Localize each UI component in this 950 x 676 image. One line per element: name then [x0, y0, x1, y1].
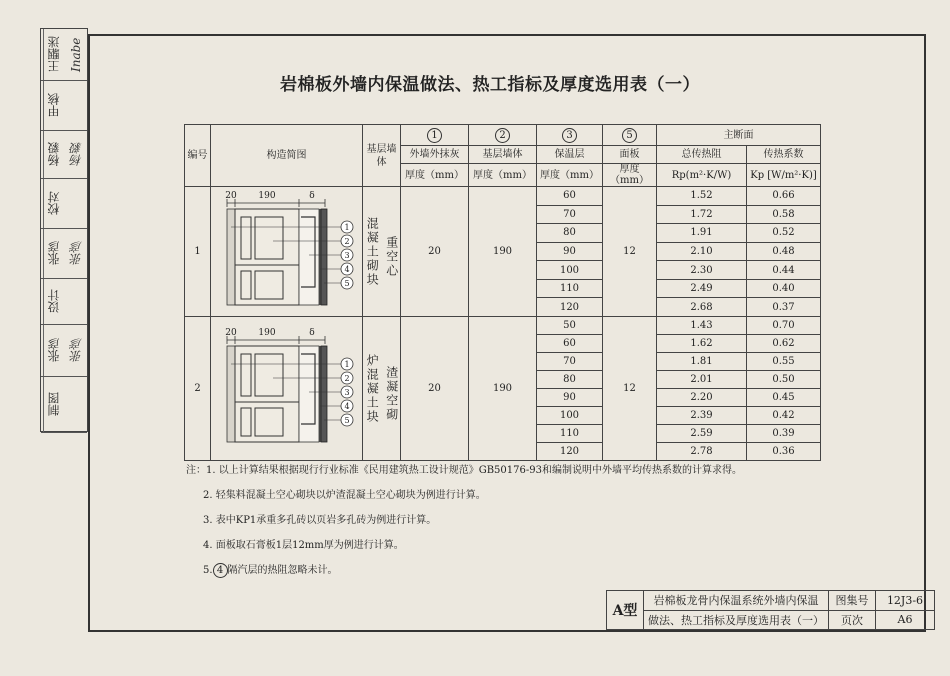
- strip-label: 校对: [43, 179, 63, 228]
- header-base-wall: 基层墙体: [363, 125, 401, 187]
- thermal-resistance: 1.43: [657, 317, 747, 335]
- strip-label: 杨毅: [43, 131, 63, 178]
- callout-number: 4: [343, 265, 350, 274]
- strip-cell: [41, 279, 87, 325]
- callout-number: 3: [343, 388, 350, 397]
- header-k-unit: Kp [W/m²·K)]: [747, 164, 821, 187]
- group-1: [185, 187, 821, 317]
- row-no: 1: [185, 187, 211, 317]
- header-col3-name: 保温层: [537, 146, 603, 164]
- callout-number: 1: [343, 360, 350, 369]
- insulation-thickness: 80: [537, 224, 603, 243]
- thermal-resistance: 2.10: [657, 242, 747, 261]
- note-4: 4. 面板取石膏板1层12mm厚为例进行计算。: [203, 540, 404, 551]
- base-wall-line: 重空心: [384, 235, 399, 278]
- base-wall-cell: [363, 317, 401, 461]
- header-col5-num: 5: [603, 125, 657, 146]
- note-3: 3. 表中KP1承重多孔砖以页岩多孔砖为例进行计算。: [203, 515, 437, 526]
- heat-transfer-coefficient: 0.58: [747, 205, 821, 224]
- header-col1-sub: 厚度（mm）: [401, 164, 469, 187]
- dimension-wall: 190: [257, 328, 276, 338]
- row-no: 2: [185, 317, 211, 461]
- insulation-thickness: 70: [537, 353, 603, 371]
- title-block-page-value: A6: [876, 610, 935, 630]
- page-title: 岩棉板外墙内保温做法、热工指标及厚度选用表（一）: [280, 75, 700, 95]
- insulation-thickness: 120: [537, 443, 603, 461]
- plaster-thickness: 20: [401, 187, 469, 317]
- dimension-insulation: δ: [308, 191, 315, 201]
- heat-transfer-coefficient: 0.52: [747, 224, 821, 243]
- callout-number: 2: [343, 374, 350, 383]
- header-col1-name: 外墙外抹灰: [401, 146, 469, 164]
- strip-cell: [41, 29, 87, 81]
- heat-transfer-coefficient: 0.36: [747, 443, 821, 461]
- dimension-plaster: 20: [224, 328, 237, 338]
- callout-number: 4: [343, 402, 350, 411]
- thermal-resistance: 2.49: [657, 279, 747, 298]
- title-block-page-label: 页次: [829, 610, 876, 630]
- callout-number: 3: [343, 251, 350, 260]
- callout-number: 2: [343, 237, 350, 246]
- callout-number: 1: [343, 223, 350, 232]
- table-row: [185, 317, 821, 335]
- notes: [186, 458, 742, 583]
- insulation-layer: [299, 209, 319, 305]
- wall-section-diagram: [213, 187, 361, 313]
- insulation-thickness: 90: [537, 242, 603, 261]
- header-no: 编号: [185, 125, 211, 187]
- title-block-atlas-label: 图集号: [829, 591, 876, 611]
- signature-strip: [40, 28, 88, 432]
- insulation-thickness: 100: [537, 261, 603, 280]
- panel-thickness: 12: [603, 317, 657, 461]
- header-r-unit: Rp(m²·K/W): [657, 164, 747, 187]
- insulation-thickness: 110: [537, 425, 603, 443]
- note-2: 2. 轻集料混凝土空心砌块以炉渣混凝土空心砌块为例进行计算。: [203, 490, 486, 501]
- dimension-wall: 190: [257, 191, 276, 201]
- header-col5-sub: 厚度（mm）: [603, 164, 657, 187]
- thermal-resistance: 2.78: [657, 443, 747, 461]
- thermal-resistance: 2.59: [657, 425, 747, 443]
- title-block-atlas-value: 12J3-6: [876, 591, 935, 611]
- insulation-thickness: 110: [537, 279, 603, 298]
- heat-transfer-coefficient: 0.40: [747, 279, 821, 298]
- header-main-section: 主断面: [657, 125, 821, 146]
- strip-label: 制图: [43, 377, 63, 432]
- insulation-thickness: 60: [537, 187, 603, 206]
- header-col2-name: 基层墙体: [469, 146, 537, 164]
- wall-section-diagram: [213, 324, 361, 450]
- heat-transfer-coefficient: 0.55: [747, 353, 821, 371]
- thermal-resistance: 1.91: [657, 224, 747, 243]
- wall-thickness: 190: [469, 187, 537, 317]
- strip-label: 设计: [43, 279, 63, 324]
- heat-transfer-coefficient: 0.45: [747, 389, 821, 407]
- title-block: [606, 590, 935, 630]
- strip-cell: [41, 325, 87, 377]
- plaster-layer: [227, 346, 235, 442]
- dimension-plaster: 20: [224, 191, 237, 201]
- strip-signature: Inabe: [69, 37, 83, 72]
- panel-layer: [321, 346, 327, 442]
- thermal-resistance: 1.81: [657, 353, 747, 371]
- notes-prefix: 注：: [186, 465, 206, 476]
- heat-transfer-coefficient: 0.39: [747, 425, 821, 443]
- note-1: 1. 以上计算结果根据现行行业标准《民用建筑热工设计规范》GB50176-93和编制说明中外墙平均传热系数的计算求得。: [206, 465, 742, 476]
- heat-transfer-coefficient: 0.37: [747, 298, 821, 317]
- heat-transfer-coefficient: 0.70: [747, 317, 821, 335]
- thermal-resistance: 2.01: [657, 371, 747, 389]
- strip-signature: [65, 279, 87, 324]
- callout-number: 5: [343, 279, 350, 288]
- header-col2-num: 2: [469, 125, 537, 146]
- heat-transfer-coefficient: 0.66: [747, 187, 821, 206]
- heat-transfer-coefficient: 0.44: [747, 261, 821, 280]
- heat-transfer-coefficient: 0.48: [747, 242, 821, 261]
- strip-cell: [41, 81, 87, 131]
- callout-number: 5: [343, 416, 350, 425]
- title-block-name-2: 做法、热工指标及厚度选用表（一）: [644, 610, 829, 630]
- diagram-cell: [211, 187, 363, 317]
- base-wall-cell: [363, 187, 401, 317]
- header-k: 传热系数: [747, 146, 821, 164]
- strip-signature: [65, 179, 87, 228]
- heat-transfer-coefficient: 0.50: [747, 371, 821, 389]
- thermal-resistance: 1.72: [657, 205, 747, 224]
- insulation-thickness: 70: [537, 205, 603, 224]
- base-wall-line: 炉混凝土块: [365, 353, 380, 424]
- strip-label: 张彦: [43, 229, 63, 278]
- thermal-resistance: 2.30: [657, 261, 747, 280]
- insulation-thickness: 90: [537, 389, 603, 407]
- strip-signature: 张彦: [69, 241, 84, 266]
- insulation-layer: [299, 346, 319, 442]
- thermal-resistance: 2.68: [657, 298, 747, 317]
- base-wall-text: [363, 217, 400, 287]
- circled-4-icon: 4: [213, 563, 228, 578]
- insulation-thickness: 50: [537, 317, 603, 335]
- block-wall: [235, 209, 299, 305]
- wall-thickness: 190: [469, 317, 537, 461]
- thermal-resistance: 1.52: [657, 187, 747, 206]
- base-wall-text: [363, 354, 400, 424]
- strip-cell: [41, 377, 87, 433]
- header-r: 总传热阻: [657, 146, 747, 164]
- heat-transfer-coefficient: 0.62: [747, 335, 821, 353]
- title-block-name-1: 岩棉板龙骨内保温系统外墙内保温: [644, 591, 829, 611]
- strip-signature: 张彦: [69, 338, 84, 363]
- panel-layer: [321, 209, 327, 305]
- table-row: [185, 187, 821, 206]
- header-diagram: 构造简图: [211, 125, 363, 187]
- base-wall-line: 混凝土砌块: [365, 216, 380, 287]
- header-col5-name: 面板: [603, 146, 657, 164]
- insulation-thickness: 80: [537, 371, 603, 389]
- strip-label: 王駰迷: [43, 29, 63, 80]
- insulation-thickness: 100: [537, 407, 603, 425]
- header-col2-sub: 厚度（mm）: [469, 164, 537, 187]
- thermal-resistance: 2.20: [657, 389, 747, 407]
- insulation-thickness: 60: [537, 335, 603, 353]
- group-2: [185, 317, 821, 461]
- base-wall-line: 渣凝空砌: [384, 365, 399, 422]
- header-col1-num: 1: [401, 125, 469, 146]
- plaster-layer: [227, 209, 235, 305]
- dimension-insulation: δ: [308, 328, 315, 338]
- strip-cell: [41, 229, 87, 279]
- title-block-type: A型: [607, 591, 644, 630]
- strip-signature: [65, 81, 87, 130]
- diagram-cell: [211, 317, 363, 461]
- note-5: 5. 4 隔汽层的热阻忽略未计。: [203, 565, 338, 576]
- strip-cell: [41, 179, 87, 229]
- thermal-resistance: 2.39: [657, 407, 747, 425]
- panel-thickness: 12: [603, 187, 657, 317]
- thermal-table: [184, 124, 821, 461]
- strip-label: 甲核: [43, 81, 63, 130]
- header-col3-num: 3: [537, 125, 603, 146]
- plaster-thickness: 20: [401, 317, 469, 461]
- strip-signature: 杨毅: [69, 142, 84, 167]
- insulation-thickness: 120: [537, 298, 603, 317]
- strip-cell: [41, 131, 87, 179]
- block-wall: [235, 346, 299, 442]
- heat-transfer-coefficient: 0.42: [747, 407, 821, 425]
- thermal-resistance: 1.62: [657, 335, 747, 353]
- strip-label: 张彦: [43, 325, 63, 376]
- strip-signature: [65, 377, 87, 432]
- header-col3-sub: 厚度（mm）: [537, 164, 603, 187]
